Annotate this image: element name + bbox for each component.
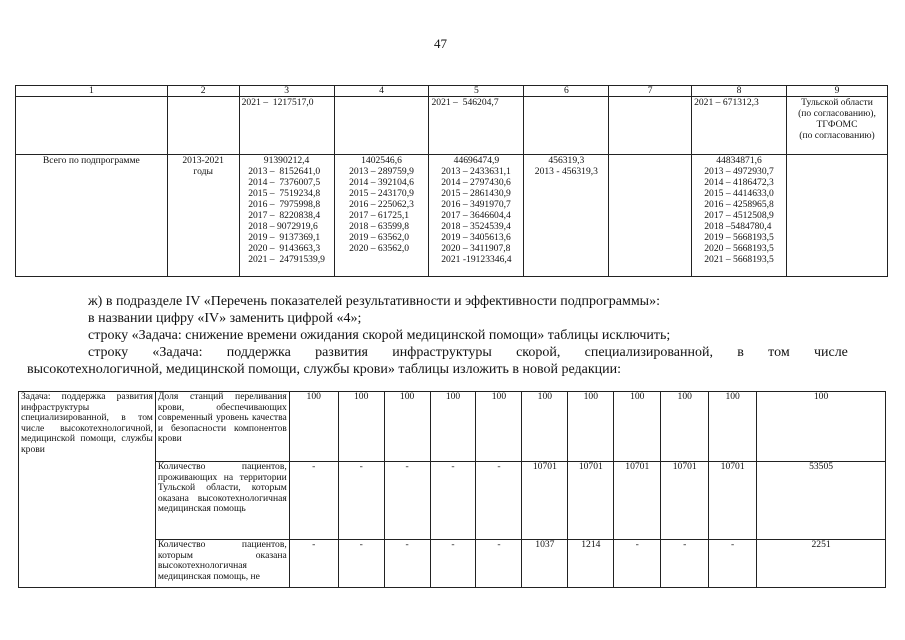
value-cell: 53505	[757, 462, 886, 540]
cell-c7	[609, 155, 692, 277]
cell-line: 2017 – 8220838,4	[248, 210, 321, 221]
paragraph-word: развития	[315, 345, 368, 360]
value-cell: 100	[568, 392, 614, 462]
cell-c3	[239, 97, 334, 155]
cell-line: 2021 – 24791539,9	[248, 254, 325, 265]
cell-c8	[692, 155, 787, 277]
value-cell: -	[430, 462, 476, 540]
value-cell: 100	[661, 392, 709, 462]
header-row	[16, 86, 888, 97]
cell-line: 2013 – 8152641,0	[248, 166, 321, 177]
cell-line: 456319,3	[548, 155, 585, 166]
cell-line: 2016 – 225062,3	[349, 199, 414, 210]
cell-line: 2016 – 7975998,8	[248, 199, 321, 210]
cell-c6	[524, 97, 609, 155]
paragraph-word: в	[737, 345, 744, 360]
cell-line: 2013 – 4972930,7	[704, 166, 774, 177]
cell-line: 2018 – 63599,8	[349, 221, 410, 232]
cell-c9	[787, 97, 888, 155]
cell-c5	[429, 97, 524, 155]
cell-c6	[524, 155, 609, 277]
cell-line: 2018 –5484780,4	[704, 221, 772, 232]
cell-line: 2017 – 4512508,9	[704, 210, 774, 221]
cell-c4	[334, 155, 429, 277]
indicators-table	[18, 391, 886, 588]
value-cell: 100	[430, 392, 476, 462]
cell-line: 2013-2021	[182, 155, 224, 166]
cell-c7	[609, 97, 692, 155]
cell-line: 2014 – 2797430,6	[441, 177, 511, 188]
value-cell: -	[289, 540, 338, 588]
page-number: 47	[434, 36, 447, 51]
value-cell: -	[384, 540, 430, 588]
cell-line: 2016 – 4258965,8	[704, 199, 774, 210]
cell-line: 2018 – 9072919,6	[248, 221, 318, 232]
paragraph-zh: ж) в подразделе IV «Перечень показателей результативности и эффективности подпрограммы»:	[88, 294, 660, 309]
cell-line: 2014 – 4186472,3	[704, 177, 774, 188]
paragraph-replace-row	[88, 344, 848, 361]
paragraph-word: специализированной,	[584, 345, 713, 360]
value-cell: 100	[522, 392, 568, 462]
cell-line: 91390212,4	[263, 155, 310, 166]
cell-c3	[239, 155, 334, 277]
cell-line: 2020 – 63562,0	[349, 243, 410, 254]
header-cell: 6	[524, 86, 609, 97]
paragraph-remove-row: строку «Задача: снижение времени ожидания скорой медицинской помощи» таблицы исключить;	[88, 328, 671, 343]
cell-line: 2017 – 3646604,4	[441, 210, 511, 221]
value-cell: 100	[289, 392, 338, 462]
value-cell: 100	[757, 392, 886, 462]
header-cell: 1	[16, 86, 168, 97]
header-cell: 4	[334, 86, 429, 97]
cell-line: 2015 – 4414633,0	[704, 188, 774, 199]
value-cell: -	[289, 462, 338, 540]
cell-line: 2020 – 5668193,5	[704, 243, 774, 254]
cell-line: 2019 – 3405613,6	[441, 232, 511, 243]
value-cell: -	[476, 462, 522, 540]
cell-line: (по согласованию),	[798, 108, 876, 119]
cell-line: 2020 – 3411907,8	[441, 243, 511, 254]
cell-line: (по согласованию)	[799, 130, 875, 141]
value-cell: 10701	[568, 462, 614, 540]
cell-line: 2013 - 456319,3	[534, 166, 598, 177]
value-cell: -	[384, 462, 430, 540]
cell-line: 44834871,6	[716, 155, 762, 166]
value-cell: 1037	[522, 540, 568, 588]
value-cell: 100	[338, 392, 384, 462]
paragraph-word: скорой,	[516, 345, 561, 360]
value-cell: -	[338, 462, 384, 540]
header-cell: 7	[609, 86, 692, 97]
cell-line: 2014 – 7376007,5	[248, 177, 321, 188]
indicator-name-cell: Количество пациентов, которым оказана высокотехнологичная медицинская помощь, не	[155, 540, 289, 588]
value-cell: -	[430, 540, 476, 588]
cell-c1: Всего по подпрограмме	[16, 155, 168, 277]
cell-line: 2015 – 243170,9	[349, 188, 414, 199]
paragraph-word: строку	[88, 345, 129, 360]
cell-line: 2021 – 671312,3	[694, 97, 759, 108]
cell-line: 2016 – 3491970,7	[441, 199, 511, 210]
indicator-row	[19, 392, 886, 462]
value-cell: -	[614, 540, 661, 588]
header-cell: 3	[239, 86, 334, 97]
cell-line: 2013 – 289759,9	[349, 166, 414, 177]
cell-c4	[334, 97, 429, 155]
continuation-row	[16, 97, 888, 155]
cell-c1	[16, 97, 168, 155]
cell-c2	[167, 155, 239, 277]
cell-c9	[787, 155, 888, 277]
value-cell: 1214	[568, 540, 614, 588]
value-cell: 100	[709, 392, 757, 462]
value-cell: 100	[614, 392, 661, 462]
header-cell: 2	[167, 86, 239, 97]
value-cell: -	[709, 540, 757, 588]
cell-c5	[429, 155, 524, 277]
cell-line: 1402546,6	[361, 155, 402, 166]
cell-line: 2020 – 9143663,3	[248, 243, 321, 254]
cell-line: 2015 – 2861430,9	[441, 188, 511, 199]
value-cell: -	[338, 540, 384, 588]
paragraph-word: поддержка	[226, 345, 291, 360]
value-cell: 10701	[709, 462, 757, 540]
cell-line: 2021 -19123346,4	[441, 254, 512, 265]
cell-line: 2015 – 7519234,8	[248, 188, 321, 199]
paragraph-word: том	[768, 345, 790, 360]
header-cell: 5	[429, 86, 524, 97]
cell-line: 2014 – 392104,6	[349, 177, 414, 188]
cell-line: 2021 – 5668193,5	[704, 254, 774, 265]
value-cell: 10701	[614, 462, 661, 540]
header-cell: 8	[692, 86, 787, 97]
cell-c2	[167, 97, 239, 155]
header-cell: 9	[787, 86, 888, 97]
financing-table	[15, 85, 888, 277]
cell-line: 2019 – 63562,0	[349, 232, 410, 243]
value-cell: 10701	[522, 462, 568, 540]
paragraph-replace-row-cont: высокотехнологичной, медицинской помощи, службы крови» таблицы изложить в новой редакции:	[27, 362, 622, 377]
total-row	[16, 155, 888, 277]
cell-line: 2013 – 2433631,1	[441, 166, 511, 177]
cell-line: 2017 – 61725,1	[349, 210, 410, 221]
cell-c8	[692, 97, 787, 155]
paragraph-word: «Задача:	[152, 345, 203, 360]
value-cell: 2251	[757, 540, 886, 588]
cell-line: Тульской области	[801, 97, 873, 108]
value-cell: -	[476, 540, 522, 588]
value-cell: 100	[476, 392, 522, 462]
value-cell: -	[661, 540, 709, 588]
value-cell: 10701	[661, 462, 709, 540]
task-cell: Задача: поддержка развития инфраструктуры специализированной, в том числе высокотехнологичной, медицинской помощи, службы крови	[19, 392, 156, 588]
indicator-name-cell: Доля станций переливания крови, обеспечивающих современный уровень качества и безопасности компонентов крови	[155, 392, 289, 462]
cell-line: годы	[193, 166, 213, 177]
cell-line: 2021 – 1217517,0	[241, 97, 314, 108]
cell-line: 44696474,9	[453, 155, 500, 166]
paragraph-word: числе	[813, 345, 848, 360]
cell-line: 2021 – 546204,7	[431, 97, 499, 108]
paragraph-title-change: в названии цифру «IV» заменить цифрой «4»;	[88, 311, 362, 326]
cell-line: ТГФОМС	[816, 119, 858, 130]
indicator-name-cell: Количество пациентов, проживающих на территории Тульской области, которым оказана высокотехнологичная медицинская помощь	[155, 462, 289, 540]
cell-line: 2019 – 5668193,5	[704, 232, 774, 243]
cell-line: 2018 – 3524539,4	[441, 221, 511, 232]
value-cell: 100	[384, 392, 430, 462]
cell-line: 2019 – 9137369,1	[248, 232, 321, 243]
paragraph-word: инфраструктуры	[392, 345, 492, 360]
